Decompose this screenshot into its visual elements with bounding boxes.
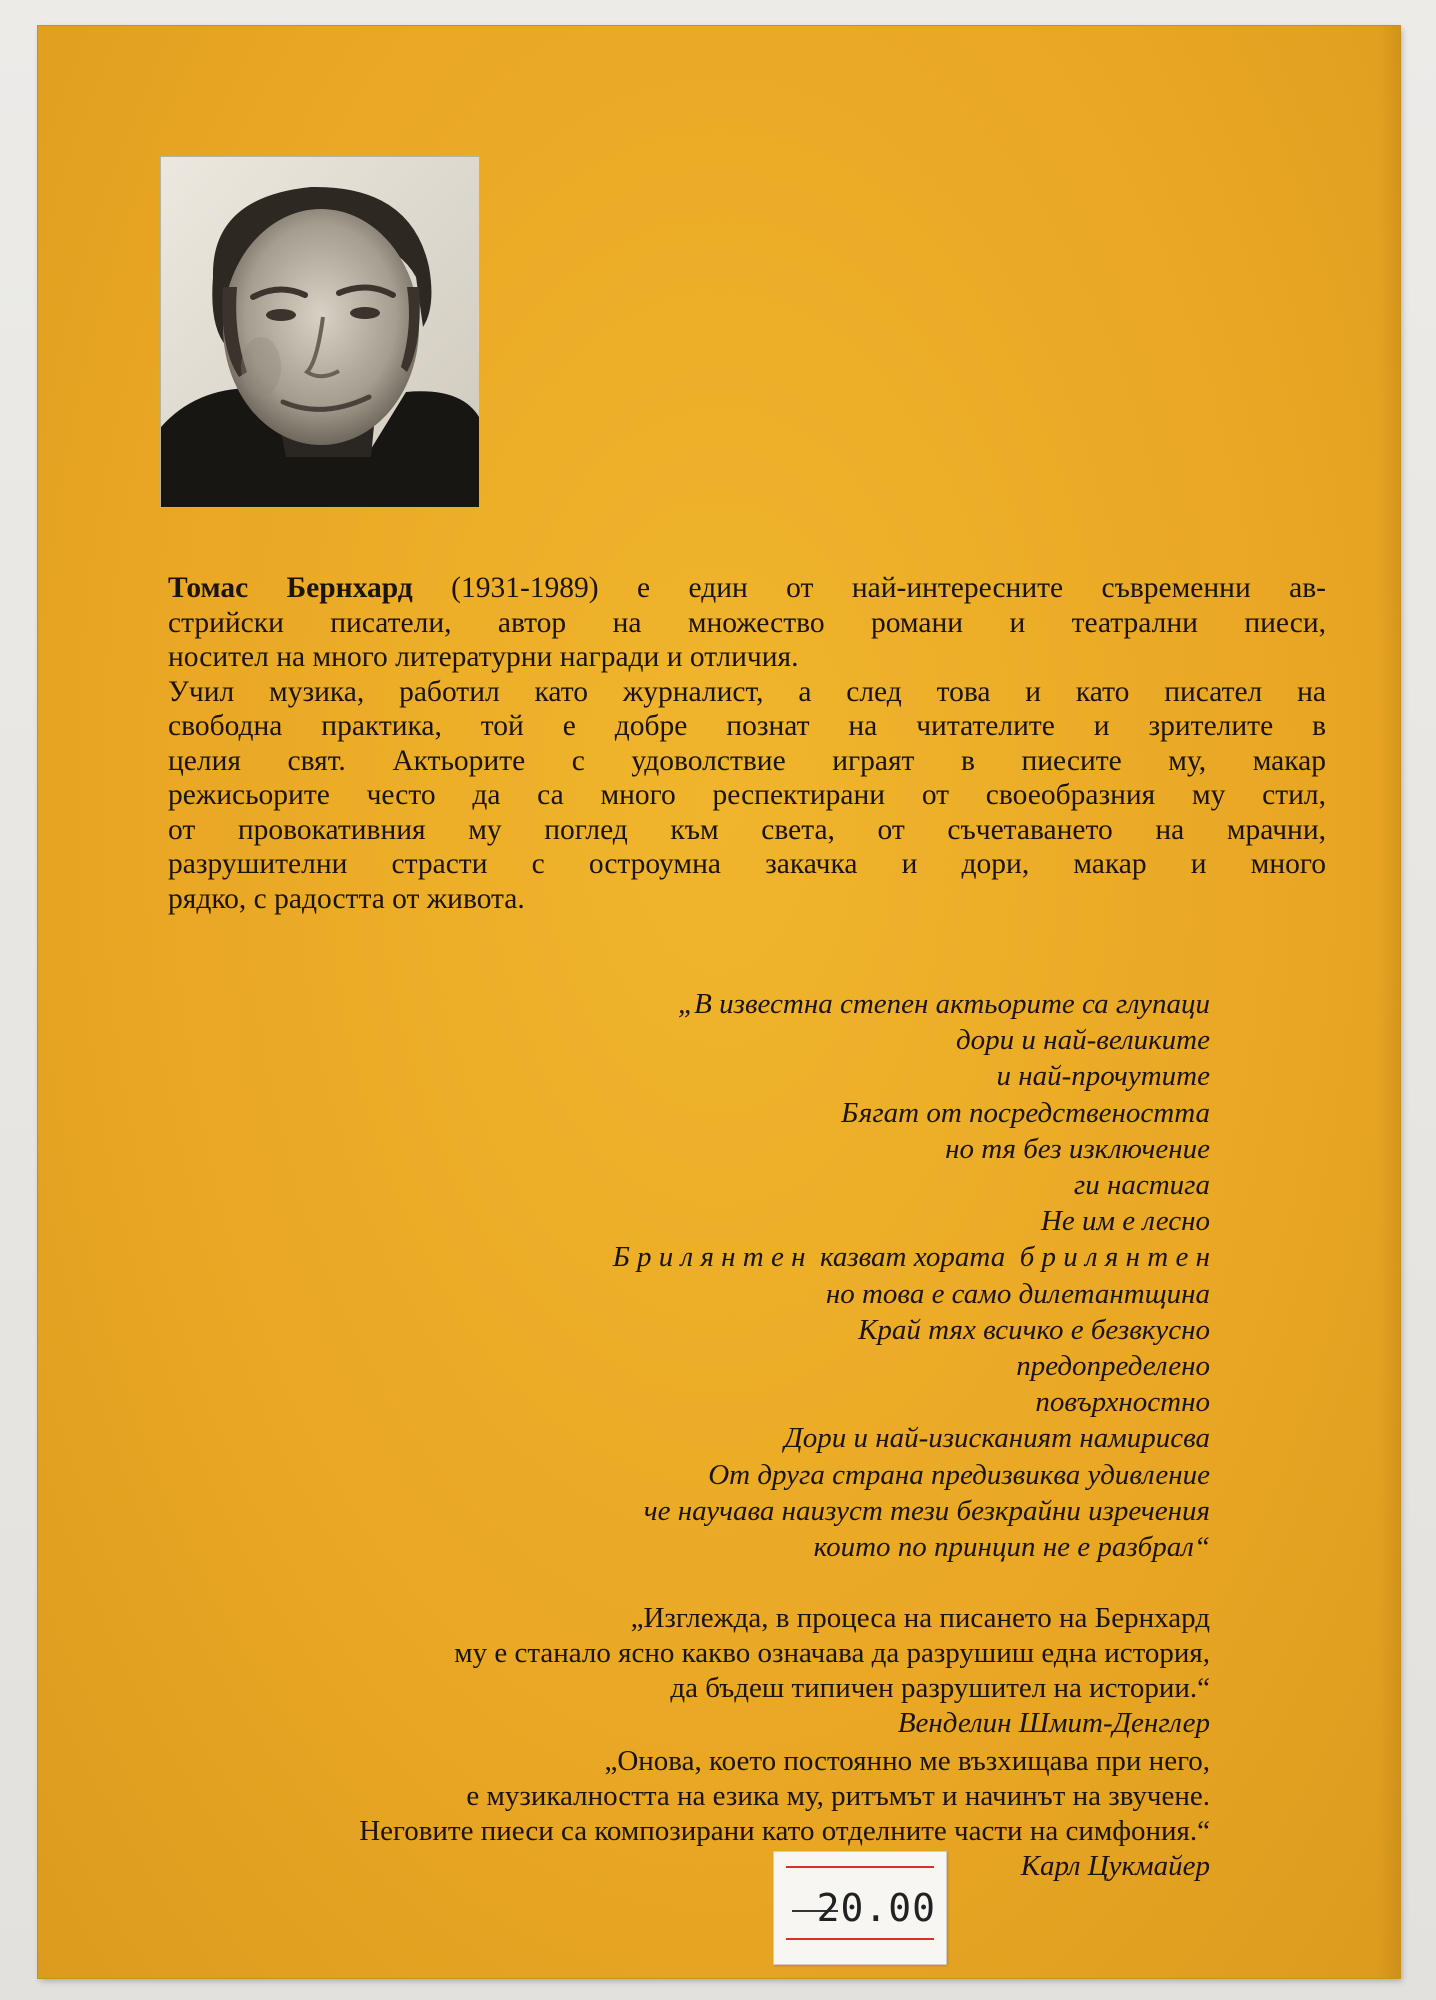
poem-line: От друга страна предизвиква удивление (708, 1458, 1210, 1491)
bio-line: носител на много литературни награди и отличия. (168, 641, 799, 673)
sticker-red-line (786, 1938, 934, 1940)
bio-line: Томас Бернхард (1931-1989) е един от най-интересните съвременни ав- (168, 572, 1327, 604)
quote-line: „Онова, което постоянно ме възхищава при него, (604, 1745, 1210, 1777)
poem-line: дори и най-великите (956, 1024, 1210, 1057)
bio-line: Учил музика, работил като журналист, а след това и като писател на (168, 675, 1326, 708)
quote-line: „Изглежда, в процеса на писането на Бернхард (630, 1602, 1210, 1634)
sticker-red-line (786, 1866, 934, 1868)
poem-line: Б р и л я н т е н казват хората б р и л я н т е н (612, 1241, 1210, 1274)
poem-line: Бягат от посредствеността (841, 1096, 1210, 1129)
quote-line: Неговите пиеси са композирани като отделните части на симфония.“ (359, 1815, 1210, 1847)
critic-quote-zuckmayer (110, 1744, 1210, 1884)
poem-line: но тя без изключение (945, 1132, 1210, 1165)
bio-line: от провокативния му поглед към света, от съчетаването на мрачни, (168, 813, 1326, 846)
poem-line: предопределено (1016, 1350, 1210, 1383)
quote-line: е музикалността на езика му, ритъмът и начинът на звучене. (466, 1780, 1210, 1812)
quote-line: му е станало ясно какво означава да разрушиш една история, (454, 1637, 1210, 1669)
poem-excerpt (210, 986, 1210, 1565)
quote-author: Карл Цукмайер (1020, 1850, 1210, 1882)
poem-line: Не им е лесно (1040, 1205, 1210, 1238)
poem-line: и най-прочутите (996, 1060, 1210, 1093)
poem-line: Дори и най-изисканият намирисва (784, 1422, 1210, 1455)
bio-line: разрушителни страсти с остроумна закачка и дори, макар и много (168, 848, 1326, 880)
bio-line: свободна практика, той е добре познат на читателите и зрителите в (168, 710, 1326, 742)
author-name: Томас Бернхард (168, 572, 413, 604)
author-biography (168, 571, 1326, 916)
poem-line: че научава наизуст тези безкрайни изречения (643, 1494, 1210, 1527)
author-portrait-photo (160, 156, 480, 508)
quote-line: да бъдеш типичен разрушител на истории.“ (670, 1672, 1210, 1704)
price-sticker (773, 1851, 947, 1965)
quote-author: Венделин Шмит-Денглер (897, 1707, 1210, 1739)
poem-line: „В известна степен актьорите са глупаци (678, 988, 1210, 1020)
bio-line: режисьорите често да са много респектирани от своеобразния му стил, (168, 779, 1326, 811)
price-value: 20.00 (816, 1886, 936, 1930)
book-back-cover (38, 26, 1400, 1978)
poem-line: Край тях всичко е безвкусно (858, 1313, 1210, 1346)
bio-line: рядко, с радостта от живота. (168, 882, 525, 915)
critic-quote-schmidt-dengler (110, 1601, 1210, 1741)
poem-line: но това е само дилетантщина (825, 1277, 1210, 1310)
bio-line: стрийски писатели, автор на множество романи и театрални пиеси, (168, 606, 1326, 639)
poem-line: които по принцип не е разбрал“ (813, 1531, 1210, 1564)
bio-line: целия свят. Актьорите с удоволствие играят в пиесите му, макар (168, 744, 1326, 777)
poem-line: повърхностно (1035, 1386, 1210, 1419)
poem-line: ги настига (1073, 1169, 1210, 1202)
